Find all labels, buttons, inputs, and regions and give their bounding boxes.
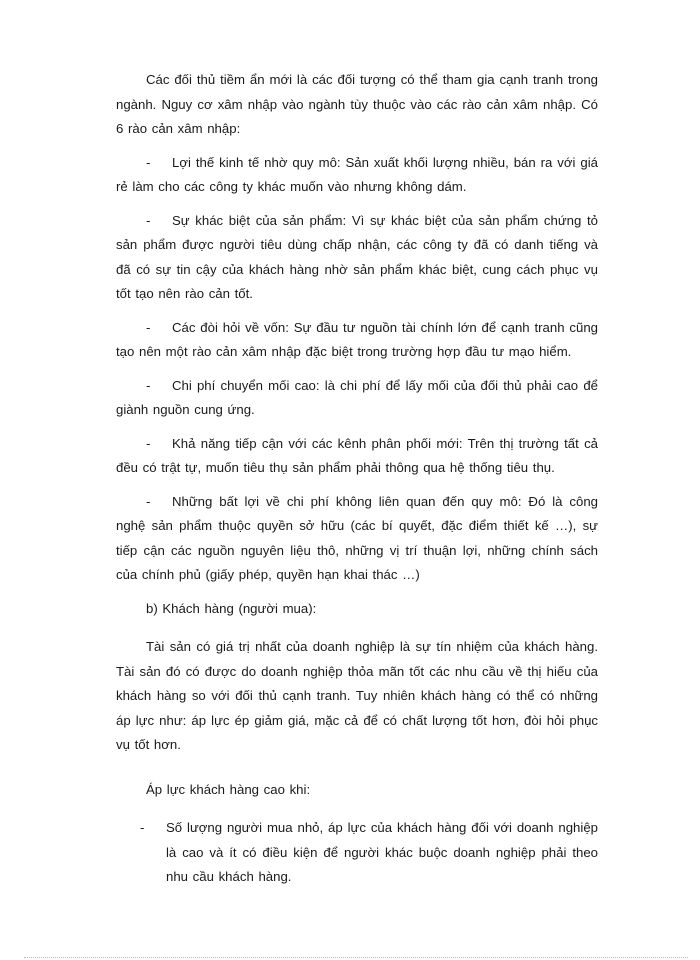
dash-marker: - xyxy=(146,377,151,393)
pressure-intro: Áp lực khách hàng cao khi: xyxy=(146,781,311,797)
barrier-item xyxy=(116,432,598,481)
barrier-text: Các đòi hỏi về vốn: Sự đầu tư nguồn tài chính lớn để cạnh tranh cũng tạo nên một rào cản xâm nhập đặc biệt trong trường hợp đầu tư mạo hiểm. xyxy=(116,319,598,359)
intro-paragraph: Các đối thủ tiềm ẩn mới là các đối tượng có thể tham gia cạnh tranh trong ngành. Nguy cơ xâm nhập vào ngành tùy thuộc vào các rào cản xâm nhập. Có 6 rào cản xâm nhập: xyxy=(116,72,598,136)
dash-marker: - xyxy=(146,212,151,228)
dash-marker: - xyxy=(140,820,145,835)
body-text xyxy=(116,68,598,890)
section-b-paragraph: Tài sản có giá trị nhất của doanh nghiệp là sự tín nhiệm của khách hàng. Tài sản đó có được do doanh nghiệp thỏa mãn tốt các nhu cầu về thị hiếu của khách hàng so với đối thủ cạnh tranh. Tuy nhiên khách hàng có thể có những áp lực như: áp lực ép giảm giá, mặc cả để có chất lượng tốt hơn, đòi hỏi phục vụ tốt hơn. xyxy=(116,639,598,752)
dash-marker: - xyxy=(146,493,151,509)
page-bottom-border xyxy=(24,957,688,958)
barrier-item xyxy=(116,209,598,307)
barrier-item xyxy=(116,151,598,200)
dash-marker: - xyxy=(146,319,151,335)
barrier-text: Sự khác biệt của sản phẩm: Vì sự khác biệt của sản phẩm chứng tỏ sản phẩm được người tiêu dùng chấp nhận, các công ty đã có danh tiếng và đã có sự tin cậy của khách hàng nhờ sản phẩm khác biệt, cung cách phục vụ tốt tạo nên rào cản tốt. xyxy=(116,212,598,301)
barrier-text: Khả năng tiếp cận với các kênh phân phối mới: Trên thị trường tất cả đều có trật tự, muốn tiêu thụ sản phẩm phải thông qua hệ thống tiêu thụ. xyxy=(116,435,598,475)
dash-marker: - xyxy=(146,435,151,451)
barrier-item xyxy=(116,374,598,423)
section-b-heading: b) Khách hàng (người mua): xyxy=(146,600,317,616)
barrier-item xyxy=(116,316,598,365)
barrier-text: Lợi thế kinh tế nhờ quy mô: Sản xuất khối lượng nhiều, bán ra với giá rẻ làm cho các công ty khác muốn vào nhưng không dám. xyxy=(116,154,598,194)
barrier-text: Chi phí chuyển mối cao: là chi phí để lấy mối của đối thủ phải cao để giành nguồn cung ứng. xyxy=(116,377,598,417)
barrier-text: Những bất lợi về chi phí không liên quan đến quy mô: Đó là công nghệ sản phẩm thuộc quyền sở hữu (các bí quyết, đặc điểm thiết kế …), sự tiếp cận các nguồn nguyên liệu thô, những vị trí thuận lợi, những chính sách của chính phủ (giấy phép, quyền hạn khai thác …) xyxy=(116,493,598,582)
barrier-item xyxy=(116,490,598,588)
pressure-item xyxy=(140,816,598,890)
pressure-item-text: Số lượng người mua nhỏ, áp lực của khách hàng đối với doanh nghiệp là cao và ít có điều kiện để người khác buộc doanh nghiệp phải theo nhu cầu khách hàng. xyxy=(166,820,598,884)
dash-marker: - xyxy=(146,154,151,170)
